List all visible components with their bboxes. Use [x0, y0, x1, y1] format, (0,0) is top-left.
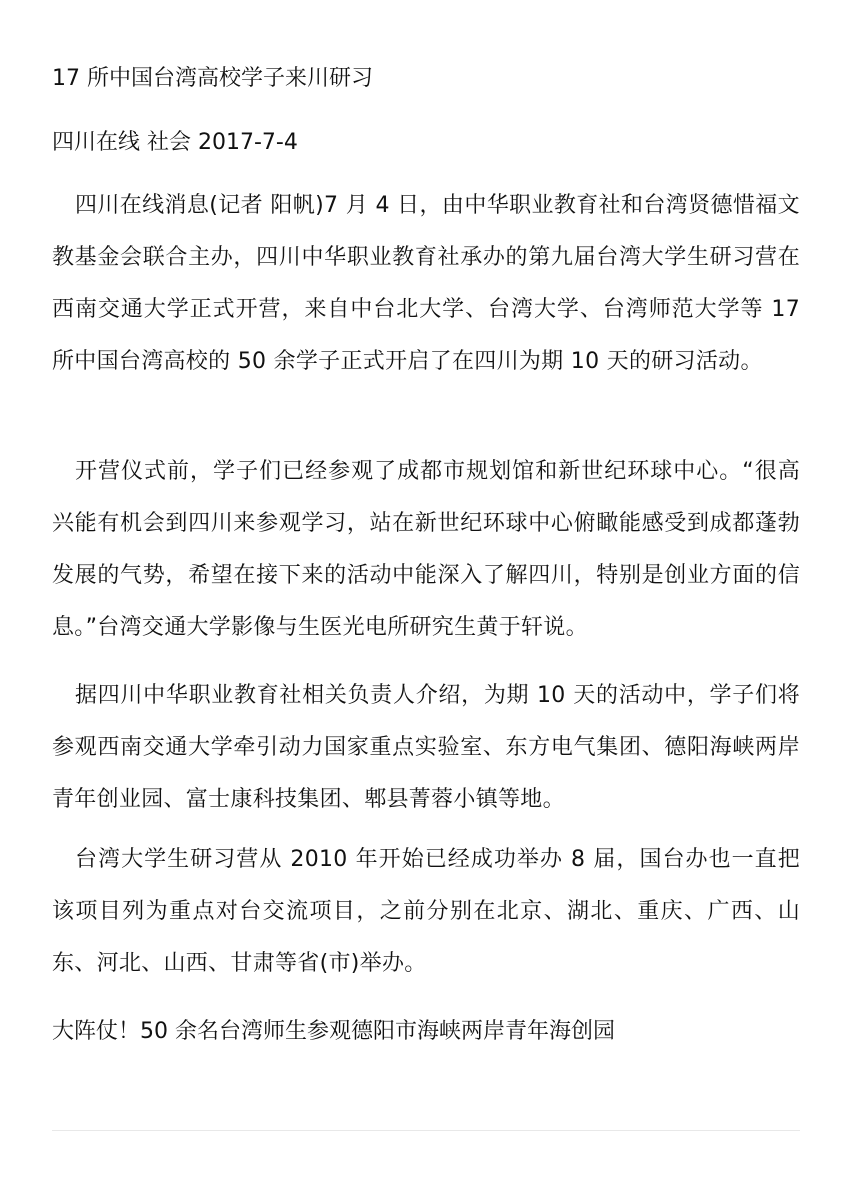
related-article-title: 大阵仗！50 余名台湾师生参观德阳市海峡两岸青年海创园	[52, 1019, 615, 1044]
paragraph-2: 开营仪式前，学子们已经参观了成都市规划馆和新世纪环球中心。“很高兴能有机会到四川来参观学习，站在新世纪环球中心俯瞰能感受到成都蓬勃发展的气势，希望在接下来的活动中能深入了解四川，特别是创业方面的信息。”台湾交通大学影像与生医光电所研究生黄于轩说。	[52, 459, 800, 640]
paragraph-4: 台湾大学生研习营从 2010 年开始已经成功举办 8 届，国台办也一直把该项目列为重点对台交流项目，之前分别在北京、湖北、重庆、广西、山东、河北、山西、甘肃等省(市)举办。	[52, 847, 800, 976]
article-title: 17 所中国台湾高校学子来川研习	[52, 66, 373, 91]
paragraph-3: 据四川中华职业教育社相关负责人介绍，为期 10 天的活动中，学子们将参观西南交通大学牵引动力国家重点实验室、东方电气集团、德阳海峡两岸青年创业园、富士康科技集团、郫县菁蓉小镇等地。	[52, 683, 800, 812]
paragraph-1: 四川在线消息(记者 阳帆)7 月 4 日，由中华职业教育社和台湾贤德惜福文教基金会联合主办，四川中华职业教育社承办的第九届台湾大学生研习营在西南交通大学正式开营，来自中台北大学、台湾大学、台湾师范大学等 17 所中国台湾高校的 50 余学子正式开启了在四川为期 10 天的研习活动。	[52, 193, 800, 374]
footer-divider	[52, 1130, 800, 1131]
source-line: 四川在线 社会 2017-7-4	[52, 130, 298, 155]
